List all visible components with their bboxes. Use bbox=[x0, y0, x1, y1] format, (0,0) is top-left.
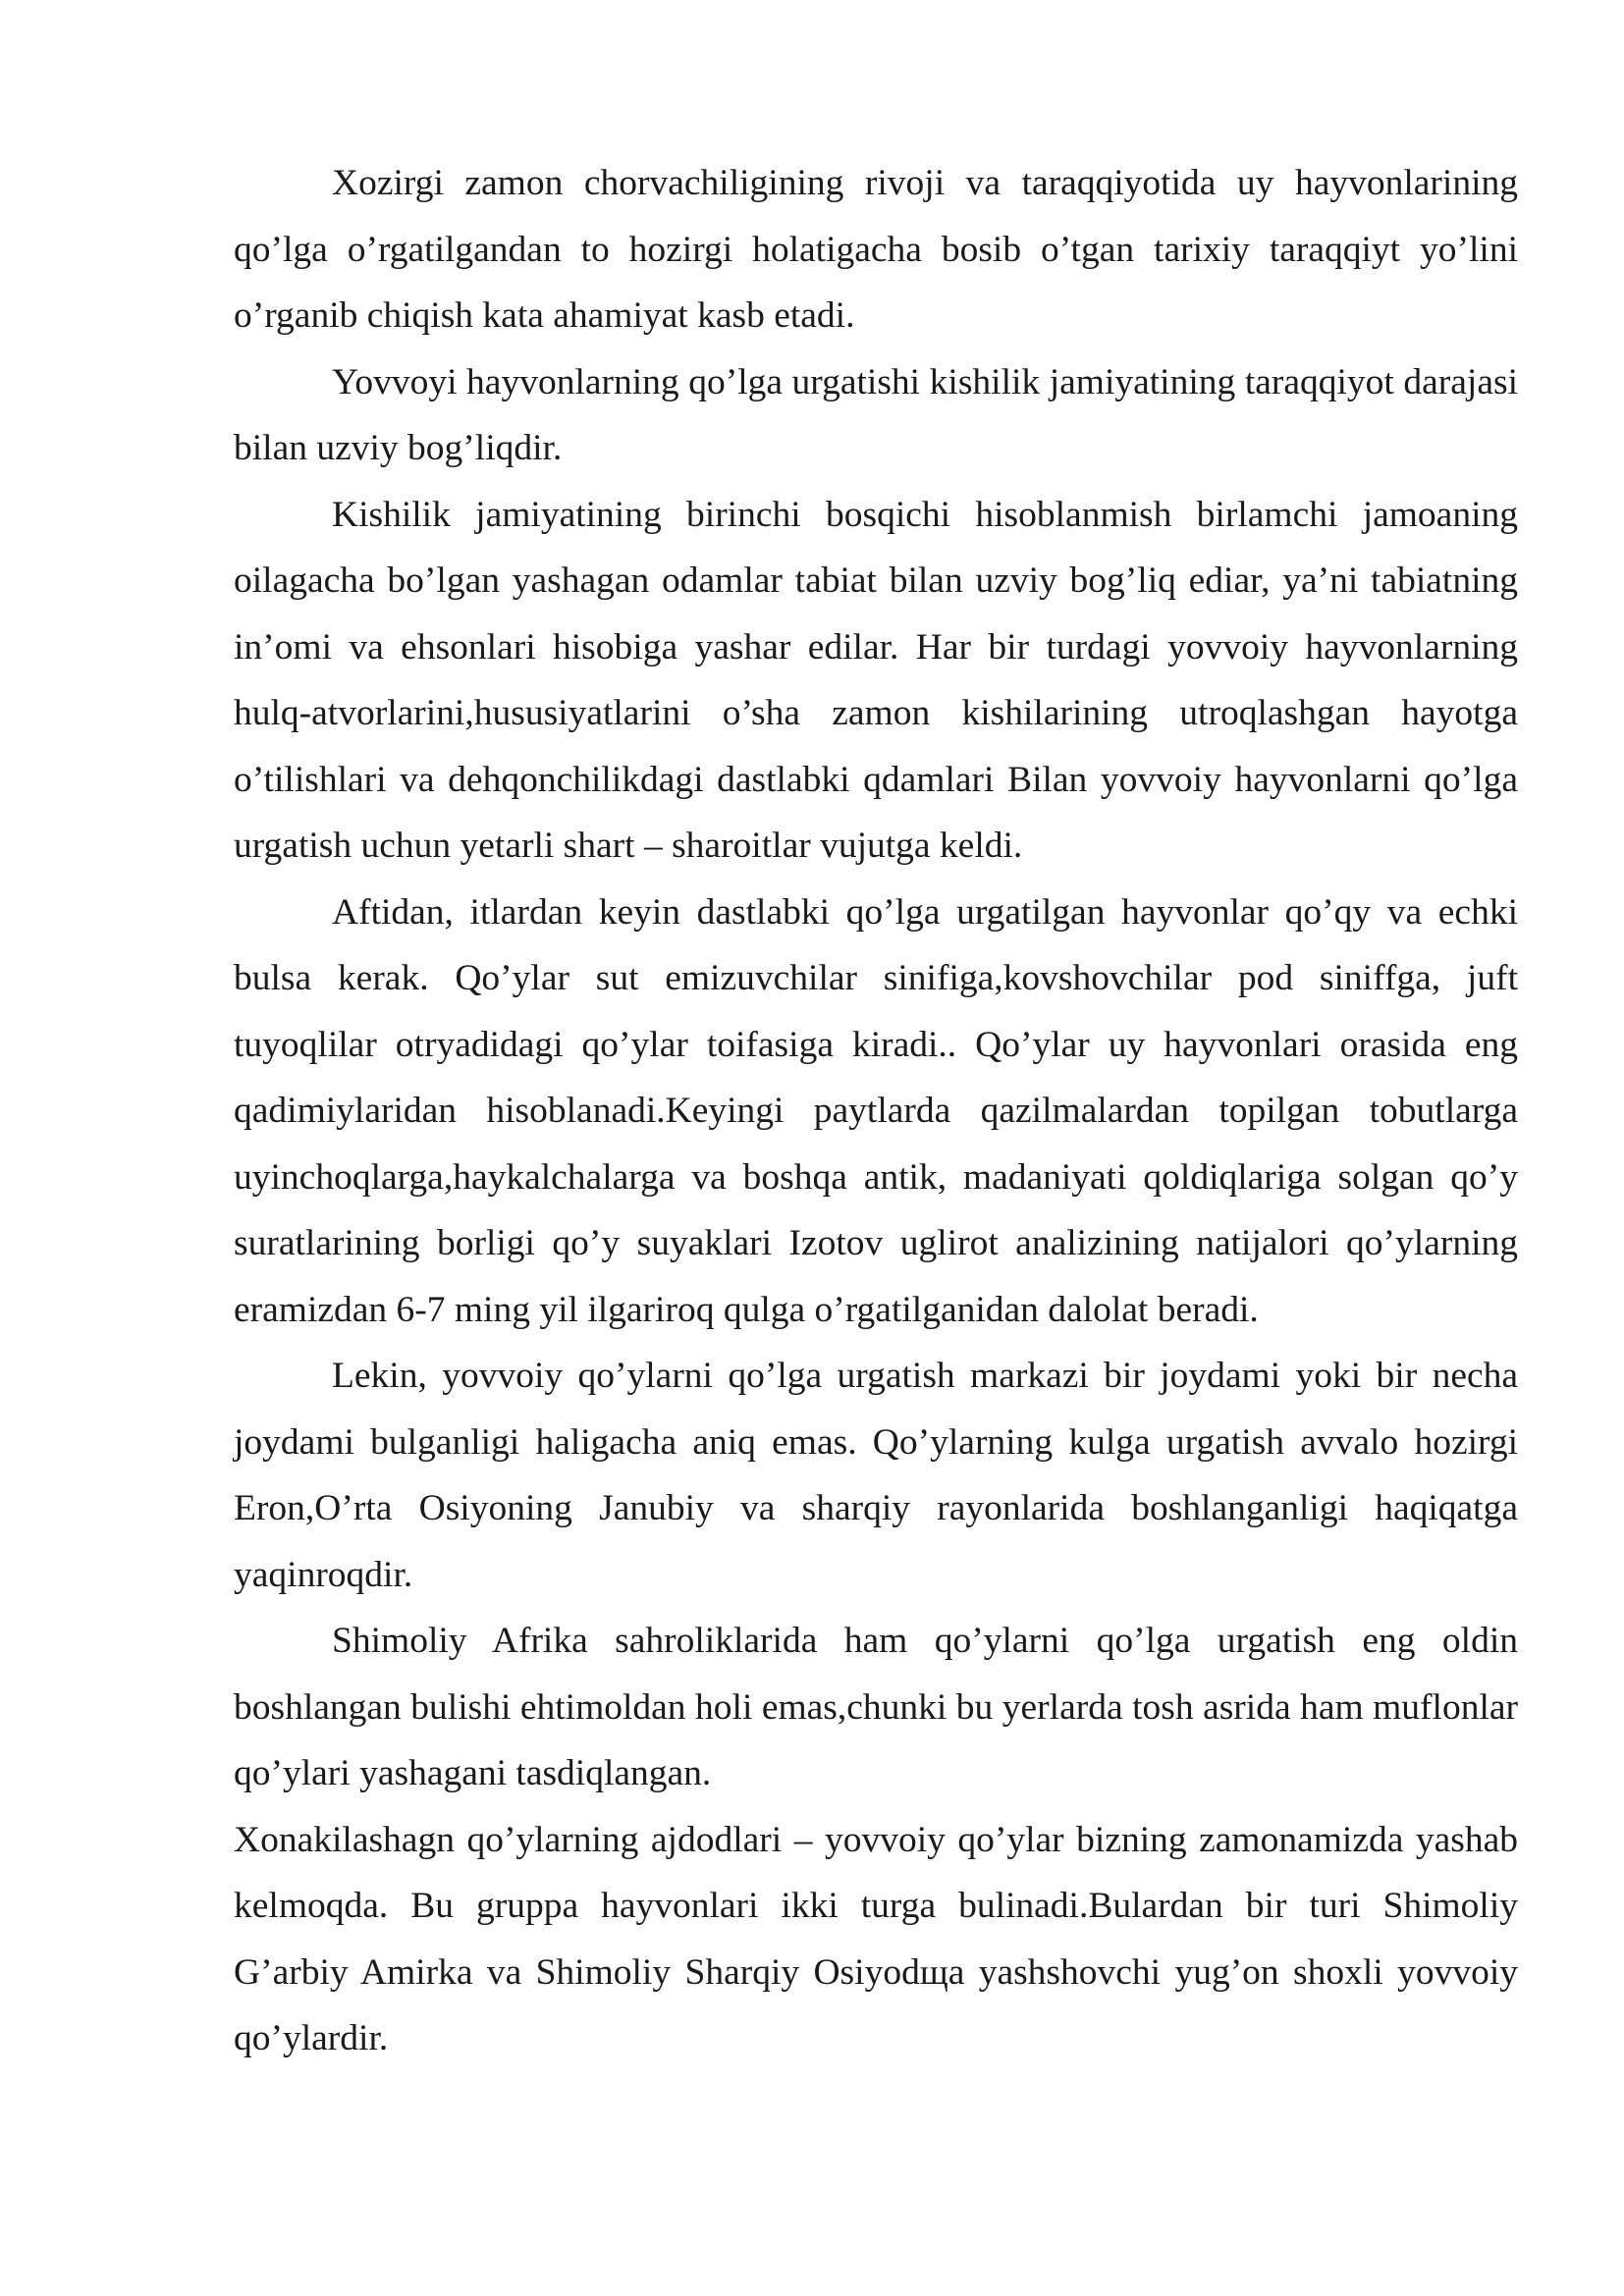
body-text bbox=[234, 150, 1518, 2072]
paragraph-4: Aftidan, itlardan keyin dastlabki qo’lga urgatilgan hayvonlar qo’qy va echki bulsa kerak. Qo’ylar sut emizuvchilar sinifiga,kovshovchilar pod siniffga, juft tuyoqlilar otryadidagi qo’ylar toifasiga kiradi.. Qo’ylar uy hayvonlari orasida eng qadimiylaridan hisoblanadi.Keyingi paytlarda qazilmalardan topilgan tobutlarga uyinchoqlarga,haykalchalarga va boshqa antik, madaniyati qoldiqlariga solgan qo’y suratlarining borligi qo’y suyaklari Izotov uglirot analizining natijalori qo’ylarning eramizdan 6-7 ming yil ilgariroq qulga o’rgatilganidan dalolat beradi. bbox=[234, 891, 1518, 1330]
paragraph-3: Kishilik jamiyatining birinchi bosqichi hisoblanmish birlamchi jamoaning oilagacha bo’lgan yashagan odamlar tabiat bilan uzviy bog’liq ediar, ya’ni tabiatning in’omi va ehsonlari hisobiga yashar edilar. Har bir turdagi yovvoiy hayvonlarning hulq-atvorlarini,hususiyatlarini o’sha zamon kishilarining utroqlashgan hayotga o’tilishlari va dehqonchilikdagi dastlabki qdamlari Bilan yovvoiy hayvonlarni qo’lga urgatish uchun yetarli shart – sharoitlar vujutga keldi. bbox=[234, 494, 1518, 866]
paragraph-1: Xozirgi zamon chorvachiligining rivoji va taraqqiyotida uy hayvonlarining qo’lga o’rgatilgandan to hozirgi holatigacha bosib o’tgan tarixiy taraqqiyt yo’lini o’rganib chiqish kata ahamiyat kasb etadi. bbox=[234, 163, 1518, 336]
paragraph-6: Shimoliy Afrika sahroliklarida ham qo’ylarni qo’lga urgatish eng oldin boshlangan bulishi ehtimoldan holi emas,chunki bu yerlarda tosh asrida ham muflonlar qo’ylari yashagani tasdiqlangan. bbox=[234, 1621, 1518, 1793]
paragraph-2: Yovvoyi hayvonlarning qo’lga urgatishi kishilik jamiyatining taraqqiyot darajasi bilan uzviy bog’liqdir. bbox=[234, 361, 1518, 468]
paragraph-7: Xonakilashagn qo’ylarning ajdodlari – yovvoiy qo’ylar bizning zamonamizda yashab kelmoqda. Bu gruppa hayvonlari ikki turga bulinadi.Bulardan bir turi Shimoliy G’arbiy Amirka va Shimoliy Sharqiy Osiyodща yashshovchi yug’on shoxli yovvoiy qo’ylardir. bbox=[234, 1819, 1518, 2058]
paragraph-5: Lekin, yovvoiy qo’ylarni qo’lga urgatish markazi bir joydami yoki bir necha joydami bulganligi haligacha aniq emas. Qo’ylarning kulga urgatish avvalo hozirgi Eron,O’rta Osiyoning Janubiy va sharqiy rayonlarida boshlanganligi haqiqatga yaqinroqdir. bbox=[234, 1356, 1518, 1595]
